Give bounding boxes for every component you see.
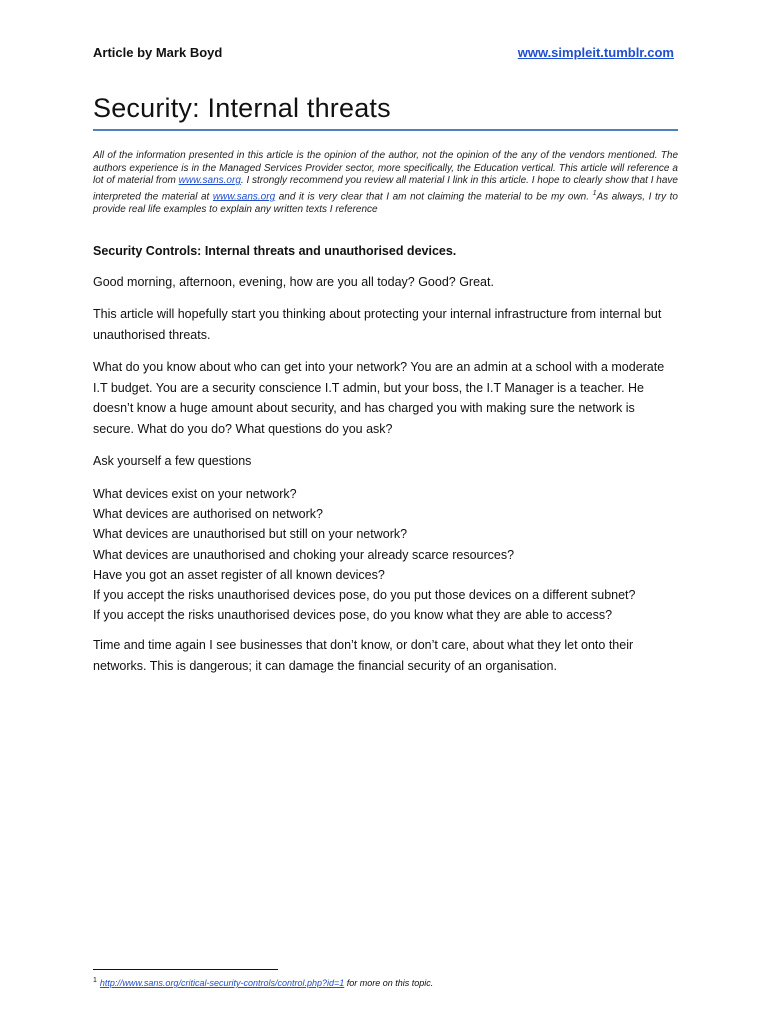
disclaimer-text-4: As always, I try to provide real life examples to explain any written texts I reference xyxy=(93,191,678,215)
question-item: If you accept the risks unauthorised devices pose, do you put those devices on a different subnet? xyxy=(93,588,636,603)
question-item: What devices are unauthorised but still on your network? xyxy=(93,527,408,542)
question-item: What devices are authorised on network? xyxy=(93,507,323,522)
footnote-separator xyxy=(93,969,278,970)
section-heading: Security Controls: Internal threats and unauthorised devices. xyxy=(93,244,457,258)
question-item: Have you got an asset register of all known devices? xyxy=(93,567,385,582)
disclaimer-text-1: All of the information presented in this article is the opinion of the author, not the opinion of the any of the vendors mentioned. The authors experience is in the Managed Services Provider sector, more specifically, the Education vertical. This article will reference a lot of material from xyxy=(93,150,678,187)
question-item: What devices are unauthorised and choking your already scarce resources? xyxy=(93,547,515,562)
footnote xyxy=(93,977,433,988)
questions-intro: Ask yourself a few questions xyxy=(93,454,252,468)
author-byline: Article by Mark Boyd xyxy=(93,45,223,60)
scenario-paragraph: What do you know about who can get into your network? You are an admin at a school with a moderate I.T budget. You are a security conscience I.T admin, but your boss, the I.T Manager is a teacher. He doesn’t know a huge amount about security, and has charged you with making sure the network is secure. What do you do? What questions do you ask? xyxy=(93,360,665,436)
footnote-reference[interactable]: 1 xyxy=(592,189,597,197)
footnote-link[interactable]: http://www.sans.org/critical-security-controls/control.php?id=1 xyxy=(99,978,345,988)
page-title: Security: Internal threats xyxy=(93,93,391,123)
footnote-number: 1 xyxy=(93,977,97,984)
disclaimer-text-2: . I strongly recommend you review all material I link in this article. I hope to clearly show that I have interpreted the material at xyxy=(93,175,678,203)
greeting-paragraph: Good morning, afternoon, evening, how are you all today? Good? Great. xyxy=(93,275,494,289)
conclusion-paragraph: Time and time again I see businesses that don’t know, or don’t care, about what they let onto their networks. This is dangerous; it can damage the financial security of an organisation. xyxy=(93,638,634,673)
disclaimer-text-3: and it is very clear that I am not claiming the material to be my own. xyxy=(275,191,593,203)
disclaimer-paragraph xyxy=(93,150,678,216)
questions-list xyxy=(93,484,678,625)
question-item: What devices exist on your network? xyxy=(93,487,297,501)
title-underline xyxy=(93,129,678,131)
intro-paragraph: This article will hopefully start you thinking about protecting your internal infrastructure from internal but unauthorised threats. xyxy=(93,307,662,342)
sans-link-1[interactable]: www.sans.org xyxy=(178,175,241,187)
question-item: If you accept the risks unauthorised devices pose, do you know what they are able to access? xyxy=(93,608,613,623)
footnote-text: for more on this topic. xyxy=(344,978,434,988)
site-link[interactable]: www.simpleit.tumblr.com xyxy=(517,45,674,60)
sans-link-2[interactable]: www.sans.org xyxy=(212,191,276,203)
